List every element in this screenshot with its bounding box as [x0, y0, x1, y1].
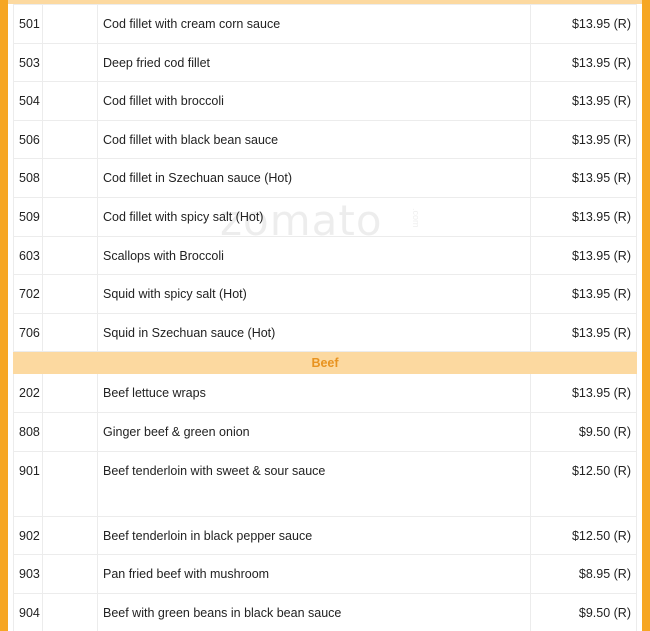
menu-row [14, 451, 637, 516]
spacer-cell [43, 451, 98, 516]
menu-row [14, 82, 637, 121]
item-name: Cod fillet with cream corn sauce [98, 5, 531, 44]
spacer-cell [43, 313, 98, 352]
item-price: $13.95 (R) [531, 236, 637, 275]
item-number: 904 [14, 593, 43, 631]
item-number: 901 [14, 451, 43, 516]
item-price: $13.95 (R) [531, 43, 637, 82]
item-price: $9.50 (R) [531, 593, 637, 631]
watermark-suffix: .com [411, 208, 421, 228]
spacer-cell [43, 516, 98, 555]
menu-row [14, 313, 637, 352]
menu-row [14, 43, 637, 82]
item-price: $9.50 (R) [531, 412, 637, 451]
menu-row [14, 593, 637, 631]
item-name: Scallops with Broccoli [98, 236, 531, 275]
item-number: 903 [14, 555, 43, 594]
item-price: $13.95 (R) [531, 275, 637, 314]
item-name: Beef tenderloin with sweet & sour sauce [98, 451, 531, 516]
spacer-cell [43, 82, 98, 121]
item-number: 506 [14, 120, 43, 159]
item-price: $13.95 (R) [531, 159, 637, 198]
item-name: Pan fried beef with mushroom [98, 555, 531, 594]
watermark: zomato [220, 196, 383, 245]
spacer-cell [43, 275, 98, 314]
item-price: $12.50 (R) [531, 516, 637, 555]
item-number: 503 [14, 43, 43, 82]
menu-row [14, 275, 637, 314]
menu-row [14, 555, 637, 594]
menu-page [8, 0, 642, 631]
spacer-cell [43, 43, 98, 82]
menu-row [14, 412, 637, 451]
menu-row [14, 5, 637, 44]
section-title: Beef [14, 352, 637, 374]
item-price: $13.95 (R) [531, 197, 637, 236]
item-name: Deep fried cod fillet [98, 43, 531, 82]
item-number: 902 [14, 516, 43, 555]
menu-row [14, 516, 637, 555]
item-price: $13.95 (R) [531, 5, 637, 44]
item-name: Cod fillet with spicy salt (Hot) [98, 197, 531, 236]
item-number: 202 [14, 374, 43, 413]
item-number: 508 [14, 159, 43, 198]
item-number: 504 [14, 82, 43, 121]
item-name: Ginger beef & green onion [98, 412, 531, 451]
item-price: $8.95 (R) [531, 555, 637, 594]
spacer-cell [43, 374, 98, 413]
spacer-cell [43, 120, 98, 159]
item-name: Beef with green beans in black bean sauce [98, 593, 531, 631]
menu-table [13, 4, 637, 631]
item-number: 509 [14, 197, 43, 236]
item-number: 702 [14, 275, 43, 314]
spacer-cell [43, 555, 98, 594]
item-price: $13.95 (R) [531, 82, 637, 121]
item-name: Squid with spicy salt (Hot) [98, 275, 531, 314]
item-number: 706 [14, 313, 43, 352]
item-name: Beef tenderloin in black pepper sauce [98, 516, 531, 555]
item-name: Beef lettuce wraps [98, 374, 531, 413]
menu-row [14, 159, 637, 198]
item-number: 603 [14, 236, 43, 275]
item-price: $13.95 (R) [531, 374, 637, 413]
menu-row [14, 120, 637, 159]
item-name: Cod fillet with black bean sauce [98, 120, 531, 159]
item-name: Squid in Szechuan sauce (Hot) [98, 313, 531, 352]
menu-row [14, 374, 637, 413]
item-number: 808 [14, 412, 43, 451]
section-header-beef [14, 352, 637, 374]
item-number: 501 [14, 5, 43, 44]
item-price: $13.95 (R) [531, 313, 637, 352]
item-price: $12.50 (R) [531, 451, 637, 516]
item-name: Cod fillet with broccoli [98, 82, 531, 121]
item-price: $13.95 (R) [531, 120, 637, 159]
spacer-cell [43, 197, 98, 236]
spacer-cell [43, 593, 98, 631]
spacer-cell [43, 5, 98, 44]
spacer-cell [43, 159, 98, 198]
item-name: Cod fillet in Szechuan sauce (Hot) [98, 159, 531, 198]
spacer-cell [43, 412, 98, 451]
spacer-cell [43, 236, 98, 275]
